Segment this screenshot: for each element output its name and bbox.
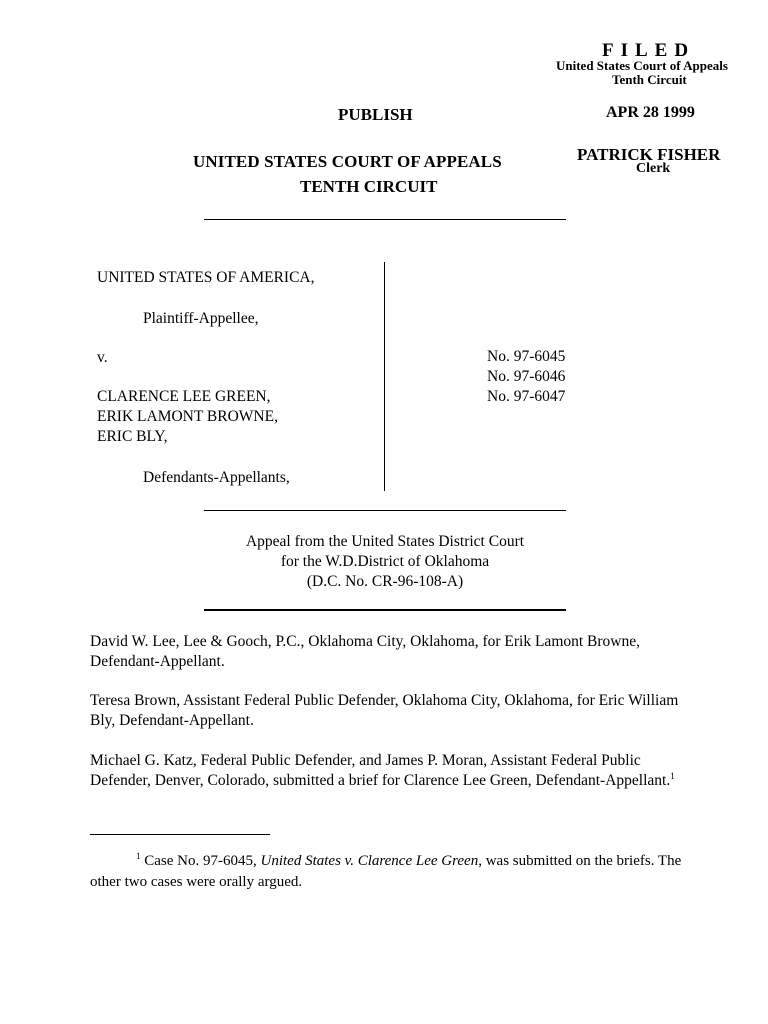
defendant-name: CLARENCE LEE GREEN, [97, 388, 271, 405]
filed-stamp-title: FILED [602, 40, 696, 61]
caption-divider [384, 262, 385, 491]
appeal-line: Appeal from the United States District Court [245, 533, 525, 550]
filed-date: APR 28 1999 [606, 104, 695, 121]
footnote-rule [90, 834, 270, 835]
footnote-case-name: United States v. Clarence Lee Green [260, 853, 479, 869]
filed-stamp-circuit: Tenth Circuit [612, 72, 687, 87]
plaintiff-name: UNITED STATES OF AMERICA, [97, 269, 315, 286]
appeal-line: for the W.D.District of Oklahoma [280, 553, 490, 570]
filed-stamp-court: United States Court of Appeals [556, 58, 728, 73]
header-rule [204, 219, 566, 220]
defendant-role: Defendants-Appellants, [143, 469, 290, 486]
clerk-title: Clerk [636, 161, 671, 176]
circuit-name: TENTH CIRCUIT [300, 177, 438, 196]
publish-heading: PUBLISH [338, 105, 413, 124]
footnote-reference: 1 [670, 771, 675, 781]
case-number: No. 97-6046 [487, 368, 566, 385]
counsel-paragraph: Teresa Brown, Assistant Federal Public Defender, Oklahoma City, Oklahoma, for Eric William Bly, Defendant-Appellant. [90, 692, 679, 729]
appeal-rule [204, 609, 566, 611]
caption-rule [204, 510, 566, 511]
defendant-name: ERIK LAMONT BROWNE, [97, 408, 278, 425]
versus: v. [97, 349, 108, 366]
counsel-paragraph [90, 751, 680, 791]
defendant-name: ERIC BLY, [97, 428, 168, 445]
footnote-text: , was submitted on the briefs. The other two cases were orally argued. [90, 853, 682, 890]
case-number: No. 97-6045 [487, 348, 566, 365]
footnote-marker: 1 [136, 851, 141, 861]
case-number: No. 97-6047 [487, 388, 566, 405]
counsel-text: Michael G. Katz, Federal Public Defender, and James P. Moran, Assistant Federal Public Defender, Denver, Colorado, submitted a brief for Clarence Lee Green, Defendant-Appellant. [90, 752, 671, 789]
footnote-text: Case No. 97-6045, [140, 853, 261, 869]
appeal-line: (D.C. No. CR-96-108-A) [306, 573, 464, 590]
counsel-paragraph: David W. Lee, Lee & Gooch, P.C., Oklahoma City, Oklahoma, for Erik Lamont Browne, Defendant-Appellant. [90, 633, 641, 670]
plaintiff-role: Plaintiff-Appellee, [143, 310, 259, 327]
court-name: UNITED STATES COURT OF APPEALS [193, 152, 502, 171]
footnote [90, 851, 690, 893]
clerk-name: PATRICK FISHER [577, 145, 721, 164]
appeal-origin [204, 532, 566, 592]
